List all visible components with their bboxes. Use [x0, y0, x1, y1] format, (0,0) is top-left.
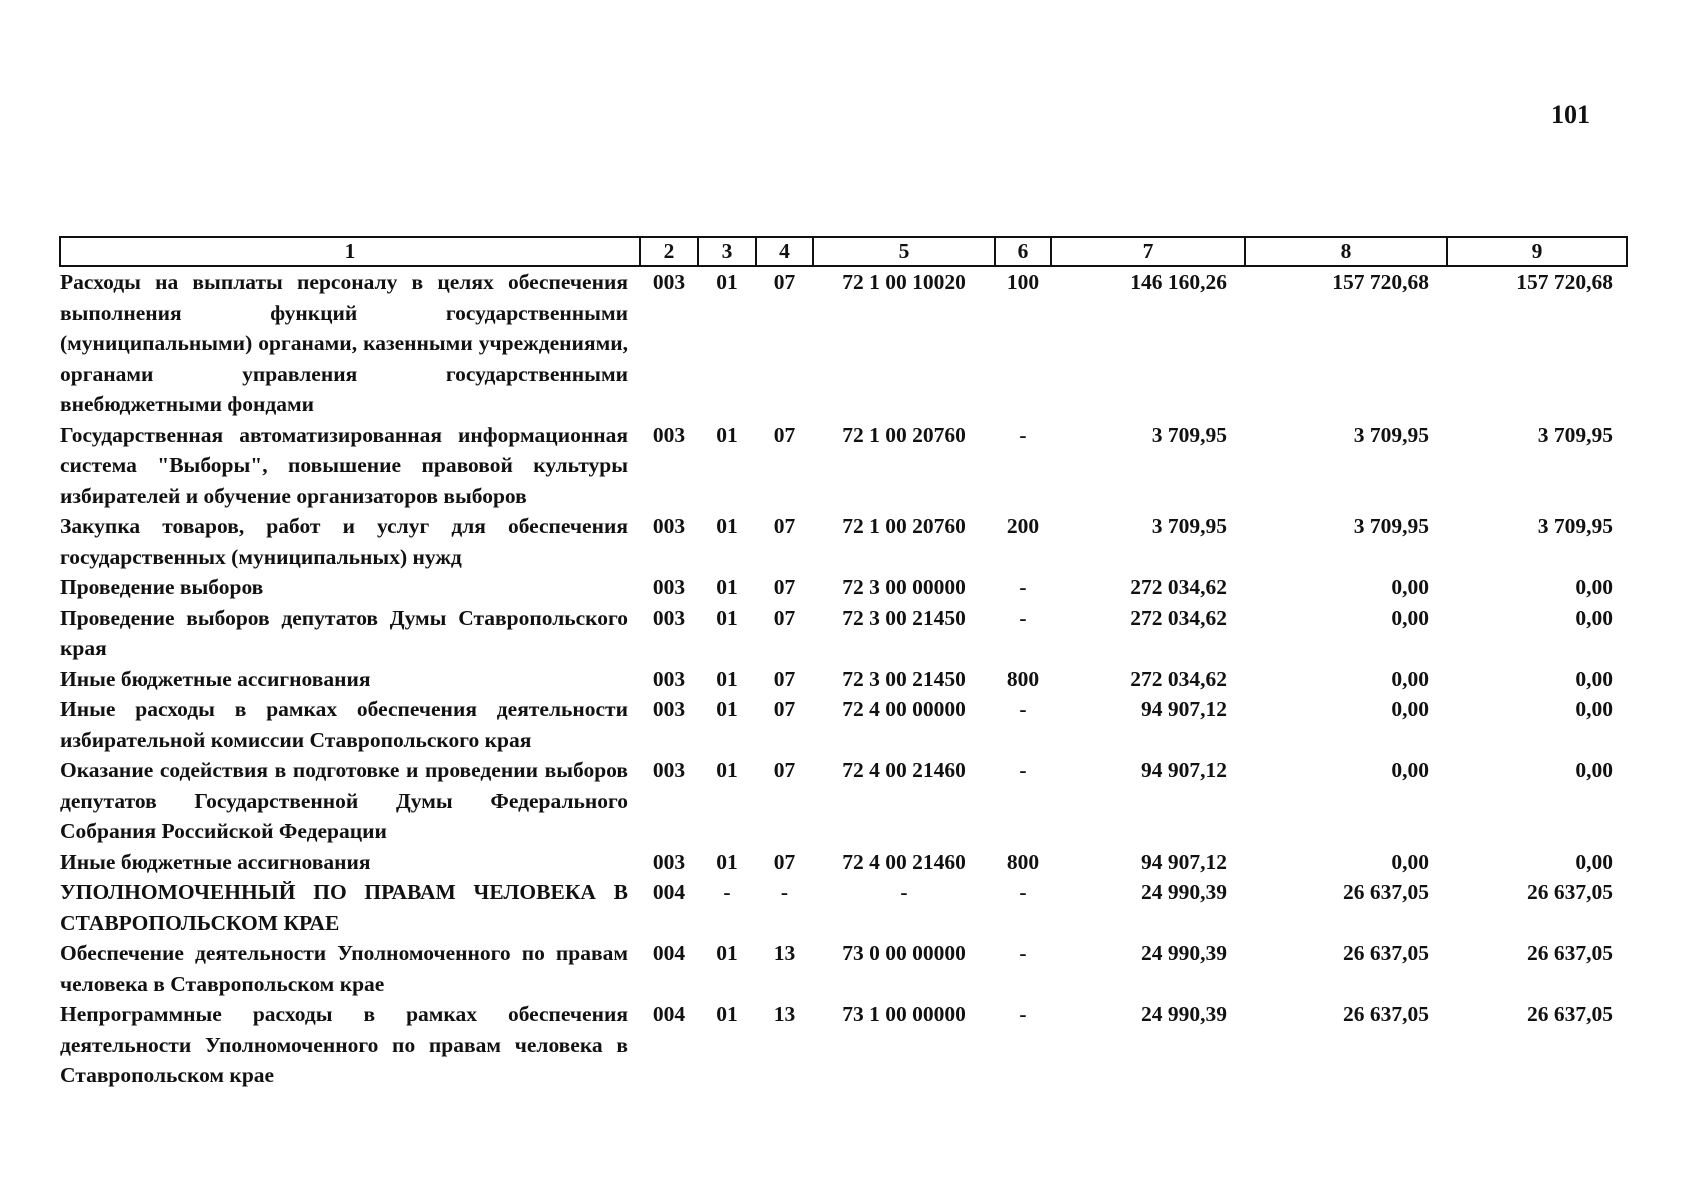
amount-col-8: 0,00	[1391, 666, 1429, 691]
ministry-code: 003	[652, 270, 686, 294]
amount-col-8: 26 637,05	[1343, 941, 1429, 965]
expense-name: Проведение выборов	[60, 575, 264, 599]
ministry-code: 004	[652, 941, 686, 965]
target-article-code: 72 1 00 10020	[842, 270, 966, 294]
section-code: 01	[716, 1002, 738, 1026]
target-article-code: 72 1 00 20760	[842, 514, 966, 538]
amount-col-7: 24 990,39	[1141, 1002, 1227, 1026]
subsection-code: 07	[773, 758, 796, 782]
column-header: 9	[1447, 237, 1627, 266]
amount-col-8: 0,00	[1391, 605, 1429, 630]
target-article-code: 72 3 00 21450	[842, 605, 966, 630]
target-article-code: 72 4 00 00000	[842, 697, 966, 721]
amount-col-9: 0,00	[1575, 758, 1613, 782]
expense-name: Непрограммные расходы в рамках обеспечения деятельности Уполномоченного по правам человека в Ставропольском крае	[60, 1002, 628, 1087]
amount-col-7: 272 034,62	[1130, 666, 1227, 691]
amount-col-9: 0,00	[1575, 849, 1613, 874]
table-row	[60, 847, 1627, 878]
ministry-code: 003	[652, 422, 686, 447]
amount-col-9: 3 709,95	[1537, 422, 1613, 447]
amount-col-7: 3 709,95	[1151, 422, 1227, 447]
expense-name: Расходы на выплаты персоналу в целях обеспечения выполнения функций государственными (муниципальными) органами, казенными учреждениями, органами управления государственными внебюджетными фондами	[60, 270, 628, 416]
subsection-code: 07	[773, 666, 796, 691]
subsection-code: 13	[773, 1002, 796, 1026]
target-article-code: 72 4 00 21460	[842, 849, 966, 874]
column-header: 1	[60, 237, 640, 266]
target-article-code: 72 1 00 20760	[842, 422, 966, 447]
ministry-code: 003	[652, 575, 686, 599]
table-row	[60, 420, 1627, 512]
section-code: 01	[716, 697, 738, 721]
target-article-code: 73 0 00 00000	[842, 941, 966, 965]
section-code: 01	[716, 758, 738, 782]
expense-name: Закупка товаров, работ и услуг для обеспечения государственных (муниципальных) нужд	[60, 514, 628, 569]
expense-type-code: 100	[1006, 270, 1040, 294]
section-code: 01	[716, 422, 738, 447]
amount-col-7: 272 034,62	[1130, 575, 1227, 599]
amount-col-9: 0,00	[1575, 666, 1613, 691]
subsection-code: 07	[773, 270, 796, 294]
amount-col-9: 0,00	[1575, 697, 1613, 721]
expense-type-code: 200	[1006, 514, 1040, 538]
amount-col-8: 3 709,95	[1353, 514, 1429, 538]
expense-name: УПОЛНОМОЧЕННЫЙ ПО ПРАВАМ ЧЕЛОВЕКА В СТАВРОПОЛЬСКОМ КРАЕ	[60, 880, 628, 935]
ministry-code: 003	[652, 605, 686, 630]
target-article-code: 72 3 00 00000	[842, 575, 966, 599]
section-code: 01	[716, 941, 738, 965]
amount-col-8: 0,00	[1391, 758, 1429, 782]
amount-col-7: 24 990,39	[1141, 880, 1227, 904]
table-row	[60, 664, 1627, 695]
expense-type-code: -	[1019, 575, 1027, 599]
section-code: -	[723, 880, 731, 904]
subsection-code: 07	[773, 697, 796, 721]
subsection-code: 07	[773, 849, 796, 874]
amount-col-9: 157 720,68	[1516, 270, 1613, 294]
table-header-row	[60, 237, 1627, 266]
amount-col-9: 26 637,05	[1527, 1002, 1613, 1026]
amount-col-8: 0,00	[1391, 697, 1429, 721]
amount-col-8: 26 637,05	[1343, 880, 1429, 904]
section-code: 01	[716, 666, 738, 691]
subsection-code: 07	[773, 605, 796, 630]
table-row	[60, 877, 1627, 938]
table-row	[60, 603, 1627, 664]
amount-col-8: 26 637,05	[1343, 1002, 1429, 1026]
expense-type-code: -	[1019, 1002, 1027, 1026]
amount-col-9: 26 637,05	[1527, 941, 1613, 965]
section-code: 01	[716, 605, 738, 630]
section-code: 01	[716, 575, 738, 599]
target-article-code: 72 3 00 21450	[842, 666, 966, 691]
ministry-code: 003	[652, 666, 686, 691]
amount-col-9: 3 709,95	[1537, 514, 1613, 538]
target-article-code: -	[900, 880, 908, 904]
amount-col-7: 94 907,12	[1141, 758, 1227, 782]
amount-col-8: 0,00	[1391, 575, 1429, 599]
column-header: 8	[1245, 237, 1447, 266]
amount-col-7: 94 907,12	[1141, 697, 1227, 721]
amount-col-7: 94 907,12	[1141, 849, 1227, 874]
subsection-code: 07	[773, 514, 796, 538]
subsection-code: 07	[773, 575, 796, 599]
section-code: 01	[716, 849, 738, 874]
table-body	[60, 266, 1627, 1091]
table-row	[60, 511, 1627, 572]
table-row	[60, 266, 1627, 420]
subsection-code: -	[780, 880, 789, 904]
page-number: 101	[1551, 100, 1590, 129]
subsection-code: 13	[773, 941, 796, 965]
expense-type-code: -	[1019, 941, 1027, 965]
amount-col-7: 24 990,39	[1141, 941, 1227, 965]
amount-col-9: 26 637,05	[1527, 880, 1613, 904]
ministry-code: 003	[652, 514, 686, 538]
ministry-code: 003	[652, 849, 686, 874]
column-header: 5	[813, 237, 995, 266]
table-row	[60, 999, 1627, 1091]
column-header: 2	[640, 237, 698, 266]
ministry-code: 003	[652, 697, 686, 721]
section-code: 01	[716, 270, 738, 294]
expense-type-code: -	[1019, 422, 1027, 447]
target-article-code: 72 4 00 21460	[842, 758, 966, 782]
table-row	[60, 694, 1627, 755]
expense-name: Иные бюджетные ассигнования	[60, 849, 371, 874]
budget-table	[59, 236, 1628, 1091]
amount-col-7: 272 034,62	[1130, 605, 1227, 630]
expense-name: Обеспечение деятельности Уполномоченного по правам человека в Ставропольском крае	[60, 941, 628, 996]
column-header: 4	[756, 237, 813, 266]
amount-col-8: 3 709,95	[1353, 422, 1429, 447]
amount-col-8: 0,00	[1391, 849, 1429, 874]
column-header: 3	[698, 237, 756, 266]
expense-name: Иные расходы в рамках обеспечения деятельности избирательной комиссии Ставропольского края	[60, 697, 628, 752]
expense-type-code: -	[1019, 880, 1027, 904]
expense-type-code: -	[1019, 605, 1027, 630]
expense-type-code: -	[1019, 697, 1027, 721]
column-header: 6	[995, 237, 1051, 266]
ministry-code: 003	[652, 758, 686, 782]
expense-type-code: -	[1019, 758, 1027, 782]
ministry-code: 004	[652, 1002, 686, 1026]
column-header: 7	[1051, 237, 1245, 266]
expense-name: Оказание содействия в подготовке и проведении выборов депутатов Государственной Думы Федерального Собрания Российской Федерации	[60, 758, 628, 843]
expense-name: Проведение выборов депутатов Думы Ставропольского края	[60, 605, 628, 660]
ministry-code: 004	[652, 880, 686, 904]
target-article-code: 73 1 00 00000	[842, 1002, 966, 1026]
amount-col-9: 0,00	[1575, 575, 1613, 599]
expense-name: Иные бюджетные ассигнования	[60, 666, 371, 691]
table-row	[60, 755, 1627, 847]
amount-col-7: 146 160,26	[1130, 270, 1227, 294]
section-code: 01	[716, 514, 738, 538]
expense-type-code: 800	[1006, 849, 1040, 874]
table-row	[60, 938, 1627, 999]
subsection-code: 07	[773, 422, 796, 447]
amount-col-8: 157 720,68	[1332, 270, 1429, 294]
amount-col-9: 0,00	[1575, 605, 1613, 630]
table-row	[60, 572, 1627, 603]
expense-type-code: 800	[1006, 666, 1040, 691]
amount-col-7: 3 709,95	[1151, 514, 1227, 538]
expense-name: Государственная автоматизированная информационная система "Выборы", повышение правовой культуры избирателей и обучение организаторов выборов	[60, 422, 628, 508]
